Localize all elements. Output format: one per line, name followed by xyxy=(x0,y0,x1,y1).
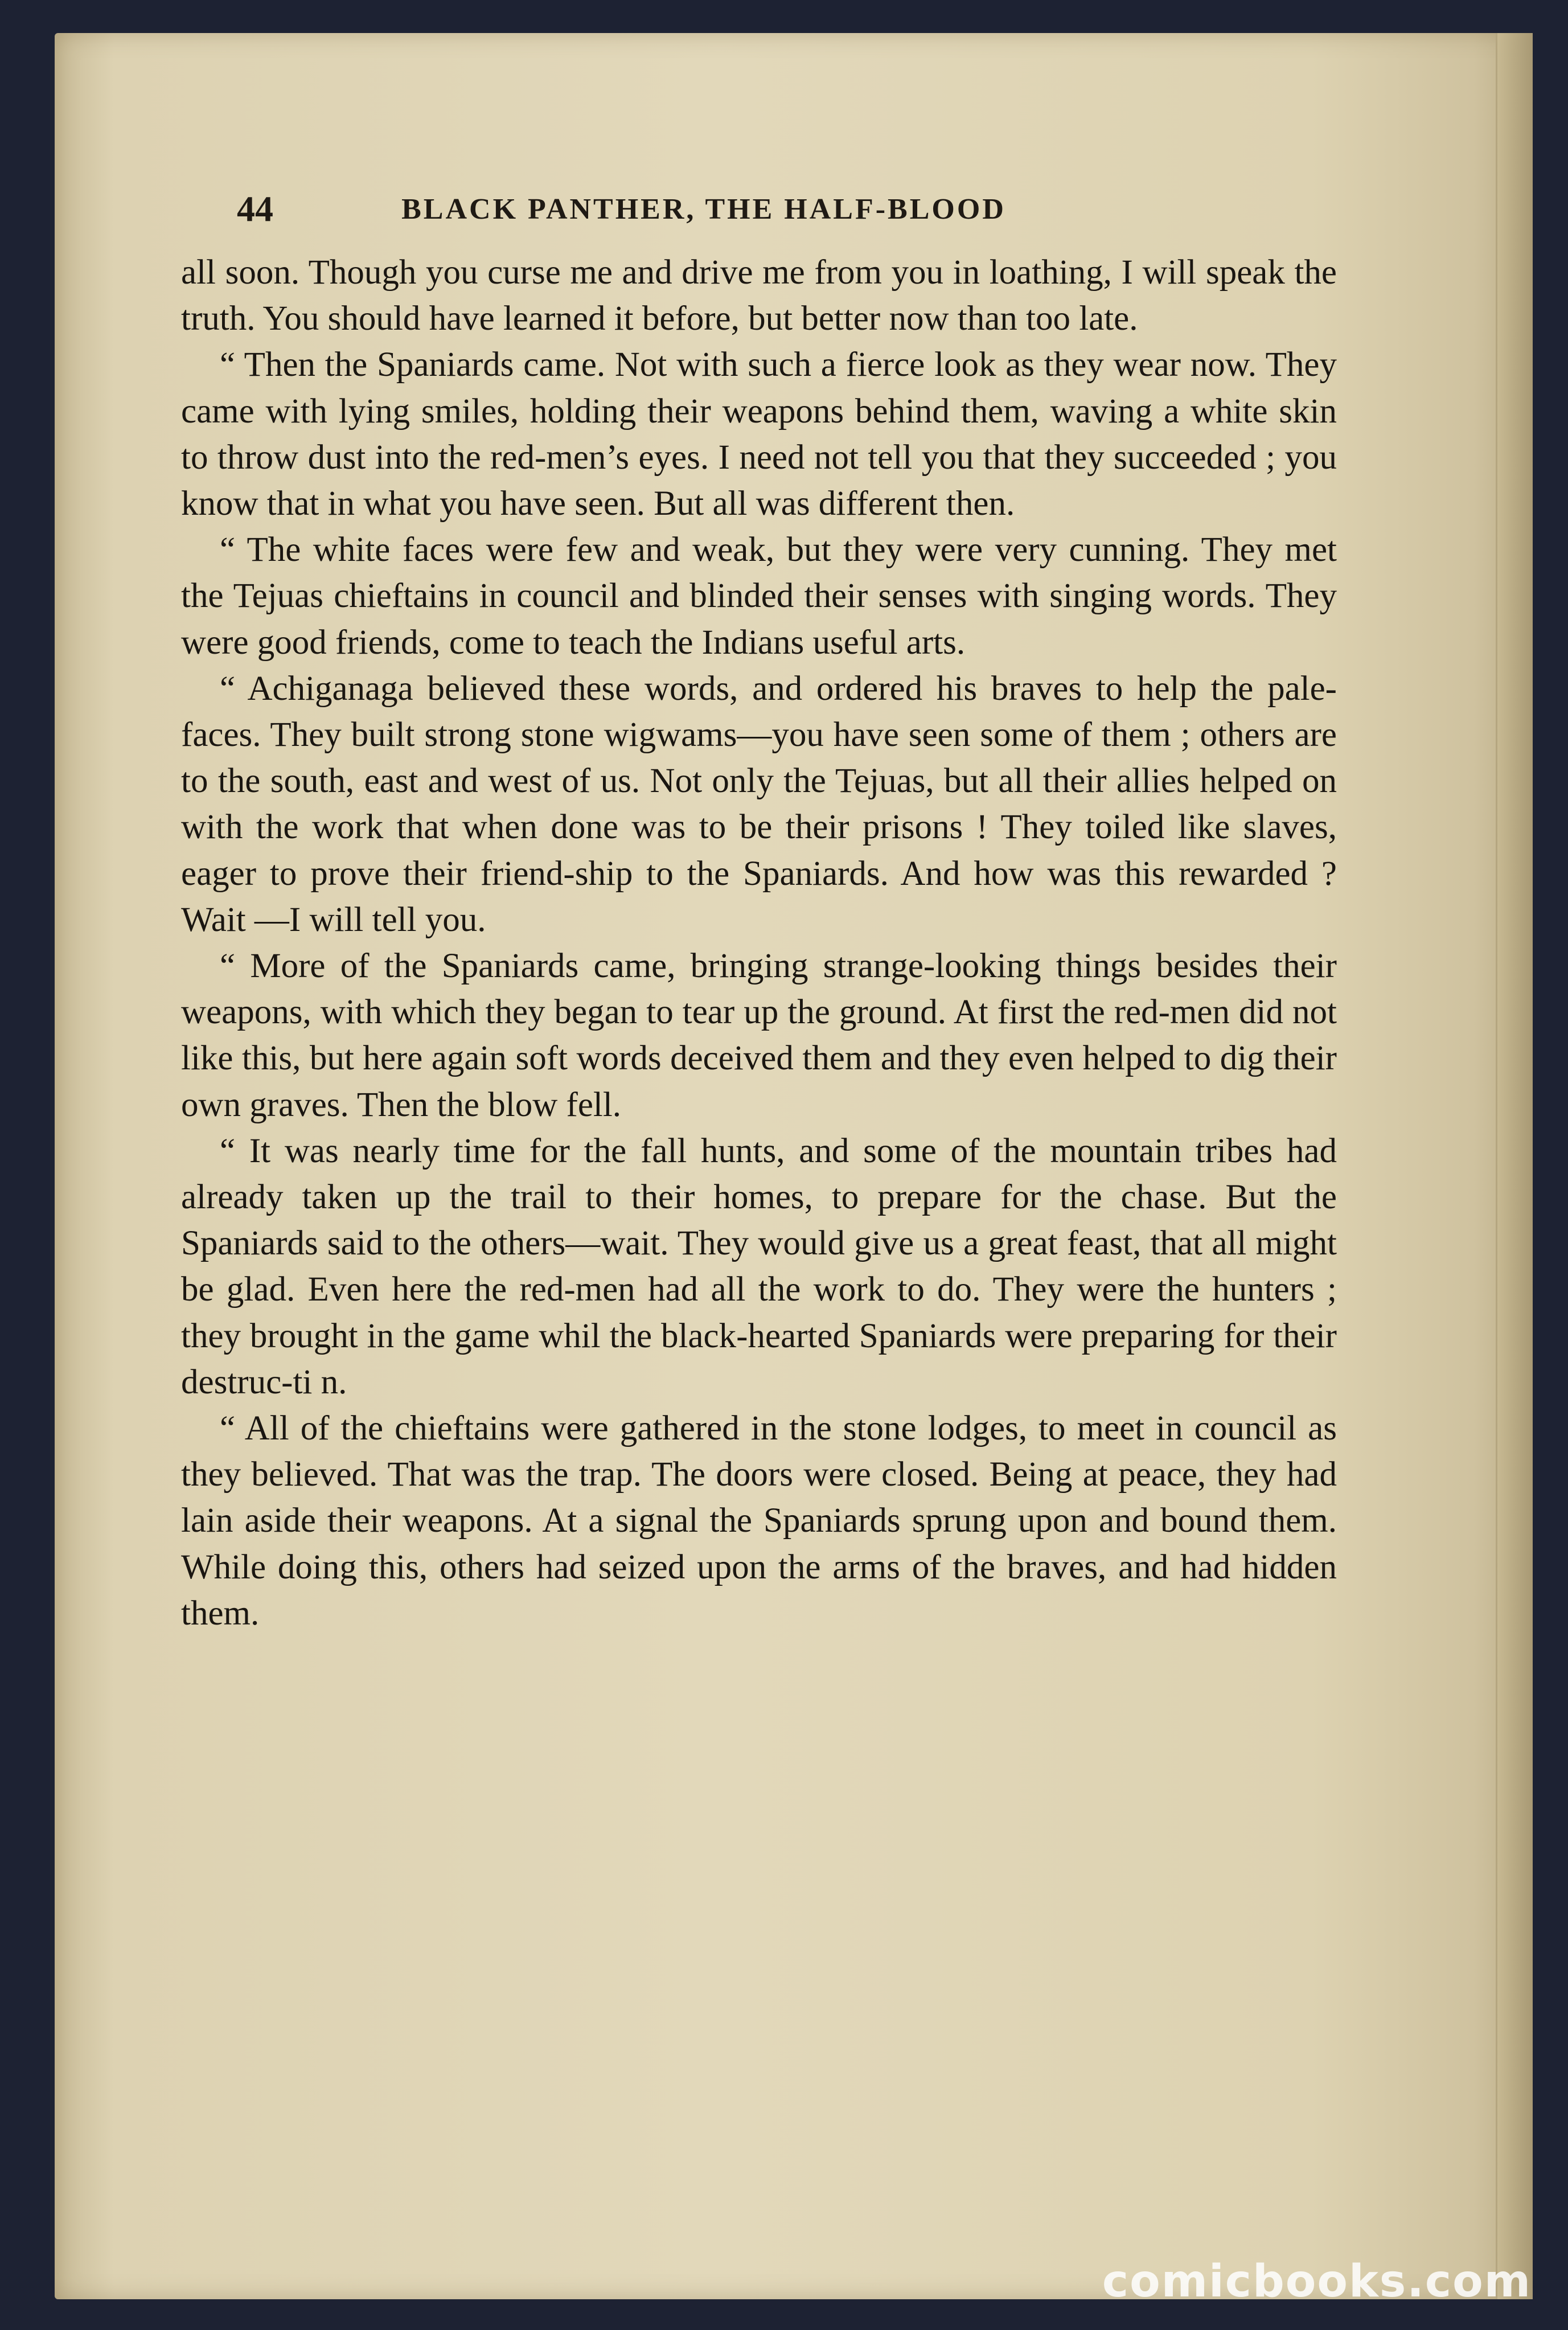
page-edge xyxy=(1496,33,1533,2299)
page-header xyxy=(237,188,1171,239)
paragraph: “ The white faces were few and weak, but they were very cunning. They met the Tejuas chieftains in council and blinded their senses with singing words. They were good friends, come to teach the Indians useful arts. xyxy=(181,531,1337,662)
paragraph: all soon. Though you curse me and drive me from you in loathing, I will speak the truth. You should have learned it before, but better now than too late. xyxy=(181,253,1337,338)
paragraph: “ All of the chieftains were gathered in the stone lodges, to meet in council as they believed. That was the trap. The doors were closed. Being at peace, they had lain aside their weapons. At a signal the Spaniards sprung upon and bound them. While doing this, others had seized upon the arms of the braves, and had hidden them. xyxy=(181,1409,1337,1632)
paragraph: “ It was nearly time for the fall hunts, and some of the mountain tribes had already taken up the trail to their homes, to prepare for the chase. But the Spaniards said to the others—wait. They would give us a great feast, that all might be glad. Even here the red-men had all the work to do. They were the hunters ; they brought in the game whil the black-hearted Spaniards were preparing for their destruc-ti n. xyxy=(181,1131,1337,1401)
body-text xyxy=(181,249,1337,1636)
page-number: 44 xyxy=(237,188,273,229)
paragraph: “ Then the Spaniards came. Not with such a fierce look as they wear now. They came with lying smiles, holding their weapons behind them, waving a white skin to throw dust into the red-men’s eyes. I need not tell you that they succeeded ; you know that in what you have seen. But all was different then. xyxy=(181,346,1337,523)
watermark: comicbooks.com xyxy=(1102,2256,1532,2307)
running-title: BLACK PANTHER, THE HALF-BLOOD xyxy=(401,193,1006,225)
paragraph: “ Achiganaga believed these words, and ordered his braves to help the pale-faces. They built strong stone wigwams—you have seen some of them ; others are to the south, east and west of us. Not only the Tejuas, but all their allies helped on with the work that when done was to be their prisons ! They toiled like slaves, eager to prove their friend-ship to the Spaniards. And how was this rewarded ? Wait —I will tell you. xyxy=(181,669,1337,939)
paragraph: “ More of the Spaniards came, bringing strange-looking things besides their weapons, with which they began to tear up the ground. At first the red-men did not like this, but here again soft words deceived them and they even helped to dig their own graves. Then the blow fell. xyxy=(181,947,1337,1124)
